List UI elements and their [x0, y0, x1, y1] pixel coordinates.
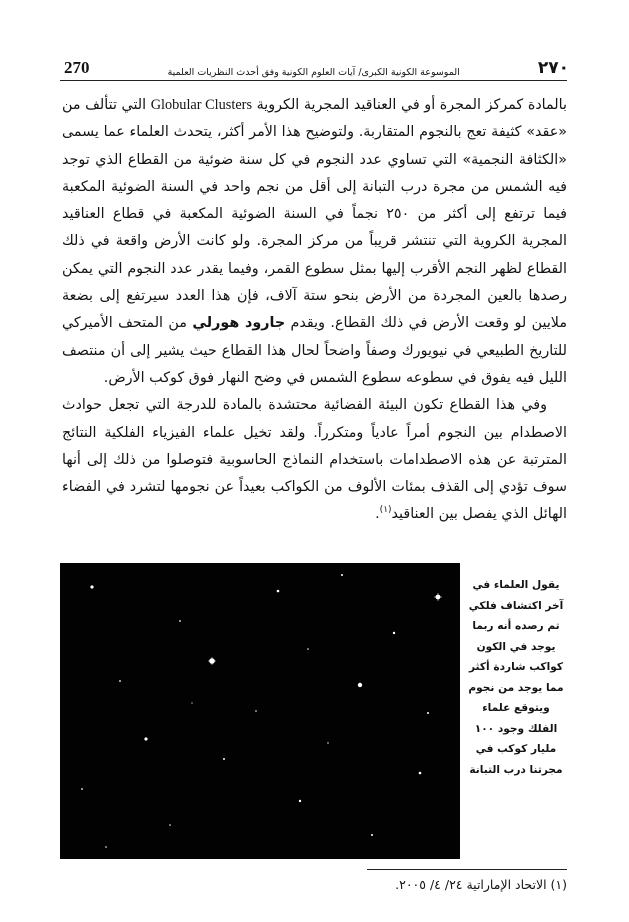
page-number-arabic: ٢٧٠ — [537, 58, 569, 78]
paragraph-2: وفي هذا القطاع تكون البيئة الفضائية محتشدة بالمادة للدرجة التي تجعل حوادث الاصطدام بين النجوم أمراً عادياً ومتكرراً. ولقد تخيل علماء الفيزياء الفلكية النتائج المترتبة عن هذه الاصطدامات باستخدام النماذج الحاسوبية فتوصلوا من ذلك إلى أنها سوف تؤدي إلى القذف بمئات الألوف من الكواكب بعيداً عن نجومها لتشرد في الفضاء الهائل الذي يفصل بين العناقيد$^{(١)}$. — [62, 397, 567, 523]
latin-term: Globular Clusters — [150, 97, 253, 113]
body-text — [62, 92, 567, 529]
paragraph-1: بالمادة كمركز المجرة أو في العناقيد المجرية الكروية Globular Clusters التي تتألف من «عقد» كثيفة تعج بالنجوم المتقاربة. ولتوضيح هذا الأمر أكثر، يتحدث العلماء عما يسمى «الكثافة النجمية» التي تساوي عدد النجوم في كل سنة ضوئية من القطاع الذي توجد فيه الشمس من مجرة درب التبانة إلى أقل من نجم واحد في السنة الضوئية المكعبة فيما ترتفع إلى أكثر من ٢٥٠ نجماً في السنة الضوئية المكعبة في قطاع العناقيد المجرية الكروية التي تنتشر قريباً من مركز المجرة. ولو كانت الأرض واقعة في ذلك القطاع لظهر النجم الأقرب إليها بمثل سطوع القمر، وفيما يقدر عدد النجوم التي يمكن رصدها بالعين المجردة من الأرض بنحو ستة آلاف، فإن هذا العدد سيرتفع إلى بضعة ملايين لو وقعت الأرض في ذلك القطاع. ويقدم جارود هورلي من المتحف الأميركي للتاريخ الطبيعي في نيويورك وصفاً واضحاً لحال هذا القطاع حيث يشير إلى أن منتصف الليل فيه يفوق في سطوعه سطوع الشمس في وضح النهار فوق كوكب الأرض. — [62, 97, 568, 386]
star-field-image — [60, 563, 460, 859]
running-header — [64, 50, 569, 78]
person-name: جارود هورلي — [192, 315, 286, 332]
page-number-latin: 270 — [64, 58, 90, 77]
header-rule — [60, 80, 567, 81]
running-title: الموسوعة الكونية الكبرى/ آيات العلوم الكونية وفق أحدث النظريات العلمية — [167, 67, 460, 78]
photo-caption: يقول العلماء في آخر اكتشاف فلكي تم رصده أنه ربما يوجد في الكون كواكب شاردة أكثر مما يوجد من نجوم ويتوقع علماء الفلك وجود ١٠٠ مليار كوكب في مجرتنا درب التبانة — [468, 579, 564, 776]
star-field-photo — [60, 563, 460, 859]
footnote-reference: (١) — [379, 505, 392, 516]
footnote-rule — [367, 869, 567, 870]
footnote: (١) الاتحاد الإماراتية ٢٤/ ٤/ ٢٠٠٥. — [395, 877, 567, 892]
